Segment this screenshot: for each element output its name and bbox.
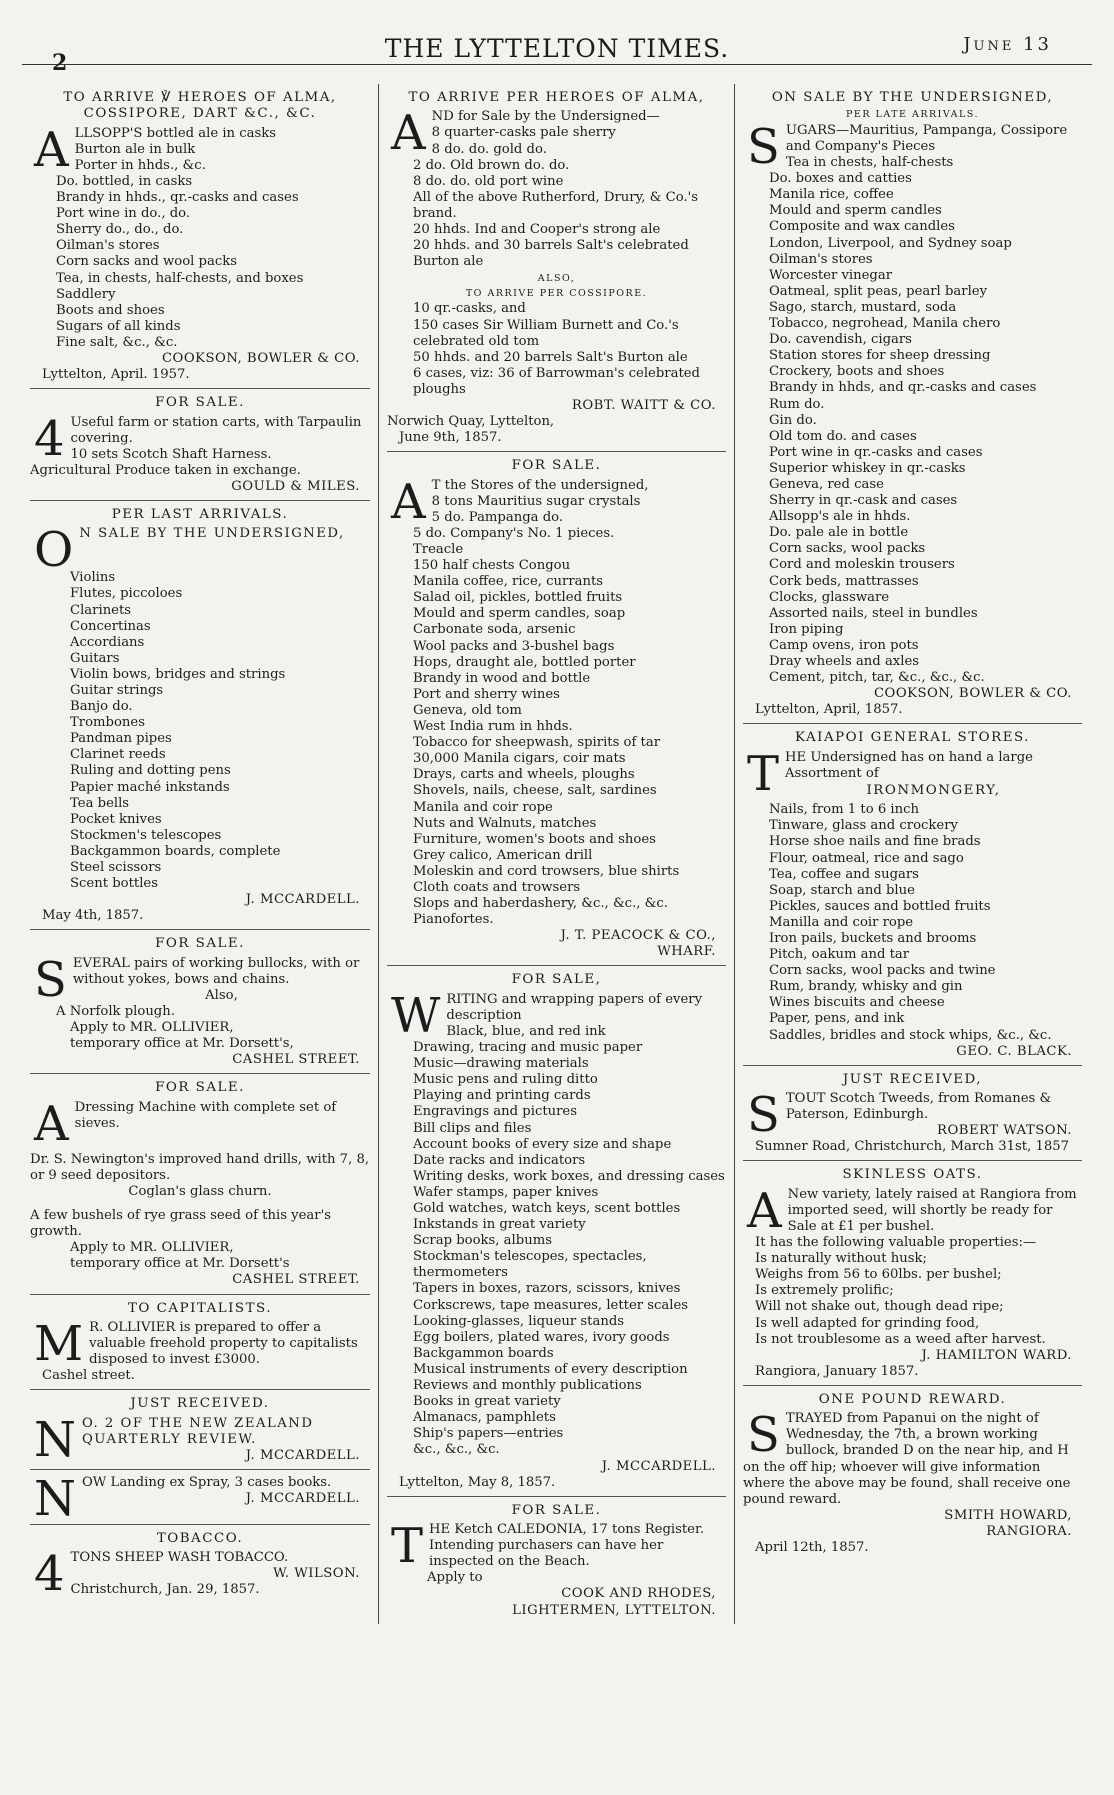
drop-cap: M [34,1315,84,1372]
drop-cap: A [747,1182,782,1239]
list-item: Guitar strings [70,683,164,698]
list-item: 10 sets Scotch Shaft Harness. [70,446,272,462]
ad-dressing-machine [30,1074,370,1294]
list-item: Station stores for sheep dressing [769,348,991,364]
ad-heading: FOR SALE. [155,395,245,411]
ad-heading: FOR SALE. [511,1502,602,1518]
list-item: Worcester vinegar [769,267,893,283]
columns [22,84,1092,1624]
list-item: Cement, pitch, tar, &c., &c., &c. [769,670,985,686]
list-item: Horse shoe nails and fine brads [769,834,981,850]
ad-body: OW Landing ex Spray, 3 cases books. [82,1474,332,1490]
list-item: Burton ale in bulk [74,141,196,157]
list-item: Cloth coats and trowsers [413,879,581,895]
ad-also: ALSO, [537,273,576,285]
list-item: Corn sacks, wool packs and twine [769,963,996,979]
item-list [387,125,726,270]
ad-heading: KAIAPOI GENERAL STORES. [795,730,1030,746]
list-item: Banjo do. [70,699,133,715]
list-item: Superior whiskey in qr.-casks [769,460,966,476]
list-item: Manilla and coir rope [769,914,914,930]
item-list [30,570,370,892]
ad-signature: ROBERT WATSON. [937,1123,1072,1139]
list-item: Moleskin and cord trowsers, blue shirts [413,863,680,879]
list-item: Tobacco, negrohead, Manila chero [769,316,1001,332]
ad-skinless-oats [743,1161,1082,1385]
list-item: 5 do. Company's No. 1 pieces. [413,525,615,541]
list-item: 8 quarter-casks pale sherry [431,125,616,141]
list-item: Manila coffee, rice, currants [413,574,604,590]
list-item: Oilman's stores [769,251,873,267]
ad-body: EVERAL pairs of working bullocks, with or without yokes, bows and chains. [72,955,360,987]
list-item: Playing and printing cards [413,1088,591,1104]
list-item: Port wine in do., do. [56,206,191,222]
list-item: West India rum in hhds. [413,719,573,735]
list-item: Wafer stamps, paper knives [413,1184,599,1200]
item-list [30,410,370,479]
list-item: Date racks and indicators [413,1152,586,1168]
ad-first-line: LLSOPP'S bottled ale in casks [74,125,277,141]
list-item: Soap, starch and blue [769,882,915,898]
list-item: Brandy in hhds., qr.-casks and cases [56,190,299,206]
ad-street: CASHEL STREET. [232,1272,360,1288]
list-item: Brandy in hhds, and qr.-casks and cases [769,380,1037,396]
list-item: Do. boxes and catties [769,171,912,187]
ad-body: O. 2 OF THE NEW ZEALAND QUARTERLY REVIEW. [82,1415,314,1447]
ad-capitalists [30,1295,370,1391]
ad-heading: PER LAST ARRIVALS. [111,507,289,522]
list-item: Nails, from 1 to 6 inch [769,802,919,818]
list-item: Assorted nails, steel in bundles [769,605,978,621]
list-item: Corn sacks, wool packs [769,541,926,557]
ad-body: New variety, lately raised at Rangiora from imported seed, will shortly be ready for Sale at £1 per bushel. [787,1186,1077,1235]
ad-books [30,1470,370,1525]
list-item: 20 hhds. and 30 barrels Salt's celebrated Burton ale [413,238,689,270]
ad-signature: J. MCCARDELL. [245,1447,360,1463]
list-item: Inkstands in great variety [413,1217,586,1233]
ad-heading: FOR SALE, [511,972,602,988]
ad-allsopps [30,84,370,389]
list-item: Cord and moleskin trousers [769,557,955,573]
ad-heading: SKINLESS OATS. [842,1167,983,1183]
ad-place: LIGHTERMEN, LYTTELTON. [512,1602,716,1618]
drop-cap: A [391,473,426,530]
drop-cap: A [34,121,69,178]
ad-body: R. OLLIVIER is prepared to offer a valuable freehold property to capitalists disposed to invest £3000. [89,1319,358,1368]
list-item: Tea in chests, half-chests [785,155,954,171]
list-item: 10 qr.-casks, and [413,301,526,317]
list-item: Tinware, glass and crockery [769,818,958,834]
list-item: 150 cases Sir William Burnett and Co.'s celebrated old tom [413,317,679,349]
list-item: Tea, in chests, half-chests, and boxes [56,270,304,286]
item-list [743,1251,1082,1348]
list-item: Slops and haberdashery, &c., &c., &c. [413,896,668,912]
list-item: Bill clips and files [413,1120,532,1136]
ad-first-line: ND for Sale by the Undersigned— [431,109,660,125]
item-list [387,301,726,398]
list-item: Looking-glasses, liqueur stands [413,1313,625,1329]
ad-stationery [387,966,726,1496]
ad-musical-instruments [30,501,370,930]
drop-cap: A [34,1095,69,1152]
ad-signature: GOULD & MILES. [231,478,360,494]
masthead [22,20,1092,76]
list-item: Concertinas [70,618,151,634]
ad-paragraph: Coglan's glass churn. [128,1183,272,1199]
list-item: Clarinet reeds [70,747,166,763]
list-item: Flutes, piccoloes [70,586,183,602]
list-item: Do. cavendish, cigars [769,332,912,348]
list-item: 8 do. do. old port wine [413,173,564,189]
ad-signature: ROBT. WAITT & CO. [571,398,716,413]
drop-cap: N [34,1411,76,1468]
ad-heading: TOBACCO. [156,1530,244,1546]
list-item: Composite and wax candles [769,219,955,235]
list-item: Allsopp's ale in hhds. [769,509,911,525]
column-2 [378,84,734,1624]
list-item: Grey calico, American drill [413,847,593,863]
list-item: 5 do. Pampanga do. [431,509,564,525]
list-item: 8 do. do. gold do. [431,141,547,157]
ad-place: WHARF. [657,944,716,960]
ad-signature: J. MCCARDELL. [245,1490,360,1506]
ad-tobacco [30,1525,370,1604]
list-item: Tapers in boxes, razors, scissors, knives [413,1281,681,1297]
list-item: Ship's papers—entries [413,1426,564,1442]
list-item: Fine salt, &c., &c. [56,334,178,350]
list-item: Is extremely prolific; [755,1283,894,1299]
list-item: Flour, oatmeal, rice and sago [769,850,964,866]
list-item: Furniture, women's boots and shoes [413,831,656,847]
list-item: Mould and sperm candles, soap [413,606,626,622]
ad-reward [743,1386,1082,1561]
list-item: Camp ovens, iron pots [769,637,919,653]
ad-sherry [387,84,726,452]
ad-signature: COOKSON, BOWLER & CO. [161,351,360,366]
list-item: Salad oil, pickles, bottled fruits [413,590,623,606]
list-item: 6 cases, viz: 36 of Barrowman's celebrated ploughs [413,365,700,397]
ad-apply: Apply to MR. OLLIVIER, [70,1240,234,1256]
list-item: Sherry do., do., do. [56,222,184,238]
ad-date: Lyttelton, April. 1957. [42,367,190,383]
ad-apply: Apply to [427,1570,483,1586]
ad-body: TOUT Scotch Tweeds, from Romanes & Paterson, Edinburgh. [785,1091,1052,1123]
ad-ketch-caledonia [387,1497,726,1624]
column-1 [22,84,378,1624]
page-number: 2 [52,50,68,76]
ad-signature: J. HAMILTON WARD. [921,1347,1072,1363]
ad-first-line: N SALE BY THE UNDERSIGNED, [79,526,345,542]
ad-heading: JUST RECEIVED. [130,1396,270,1412]
ad-date: Lyttelton, May 8, 1857. [399,1474,556,1490]
drop-cap: T [391,1518,424,1575]
ad-signature: GEO. C. BLACK. [956,1043,1072,1059]
ad-first-line: Dressing Machine with complete set of sieves. [74,1099,337,1131]
list-item: Backgammon boards, complete [70,843,281,859]
list-item: Drays, carts and wheels, ploughs [413,767,635,783]
list-item: Dray wheels and axles [769,654,920,670]
ad-date: May 4th, 1857. [42,908,144,924]
list-item: Oilman's stores [56,238,160,254]
issue-date: June 13 [963,34,1052,55]
ad-street: CASHEL STREET. [232,1052,360,1068]
ad-signature: COOK AND RHODES, [561,1586,716,1602]
drop-cap: S [34,951,67,1008]
drop-cap: 4 [34,410,65,467]
list-item: All of the above Rutherford, Drury, & Co.'s brand. [413,189,698,221]
ad-kaiapoi-stores [743,724,1082,1065]
ad-intro: It has the following valuable properties:— [755,1235,1037,1251]
ad-date: Lyttelton, April, 1857. [755,702,903,718]
list-item: Cork beds, mattrasses [769,573,919,589]
list-item: Geneva, red case [769,476,884,492]
list-item: Sherry in qr.-cask and cases [769,493,958,509]
list-item: Wines biscuits and cheese [769,995,945,1011]
list-item: Mould and sperm candles [769,203,942,219]
drop-cap: N [34,1470,76,1525]
list-item: Agricultural Produce taken in exchange. [30,462,301,478]
list-item: Reviews and monthly publications [413,1378,642,1394]
list-item: Gin do. [769,412,817,428]
list-item: Drawing, tracing and music paper [413,1040,643,1056]
ad-street: Cashel street. [42,1368,135,1384]
list-item: Is not troublesome as a weed after harvest. [755,1331,1046,1347]
list-item: Paper, pens, and ink [769,1011,905,1027]
list-item: Music pens and ruling ditto [413,1072,598,1088]
ad-farm-carts [30,389,370,501]
list-item: Tea, coffee and sugars [769,866,919,882]
list-item: Stockman's telescopes, spectacles, thermometers [413,1249,647,1281]
list-item: Will not shake out, though dead ripe; [755,1299,1004,1315]
list-item: Port wine in qr.-casks and cases [769,444,983,460]
list-item: Crockery, boots and shoes [769,364,945,380]
list-item: Manila rice, coffee [769,187,894,203]
list-item: Do. pale ale in bottle [769,525,909,541]
list-item: Corkscrews, tape measures, letter scales [413,1297,689,1313]
ad-signature: J. MCCARDELL. [245,892,360,908]
ad-bullocks [30,930,370,1074]
list-item: 30,000 Manila cigars, coir mats [413,751,626,767]
list-item: Trombones [70,715,145,731]
item-list [387,1024,726,1459]
list-item: 8 tons Mauritius sugar crystals [431,493,641,509]
list-item: Wool packs and 3-bushel bags [413,638,615,654]
item-list [387,494,726,929]
list-item: Backgammon boards [413,1345,554,1361]
ad-subheading: TO ARRIVE PER COSSIPORE. [465,287,648,299]
list-item: Steel scissors [70,860,162,876]
drop-cap: S [747,1087,780,1144]
ad-heading: FOR SALE. [511,458,602,474]
list-item: Black, blue, and red ink [446,1023,606,1039]
list-item: Gold watches, watch keys, scent bottles [413,1201,681,1216]
list-item: Iron piping [769,621,844,637]
ad-paragraph: Dr. S. Newington's improved hand drills, with 7, 8, or 9 seed depositors. [30,1151,370,1183]
list-item: 50 hhds. and 20 barrels Salt's Burton ale [413,349,688,365]
list-item: Pandman pipes [70,731,172,747]
list-item: Egg boilers, plated wares, ivory goods [413,1329,670,1345]
list-item: Musical instruments of every description [413,1361,688,1377]
ad-heading: TO CAPITALISTS. [128,1300,272,1316]
drop-cap: T [747,745,780,802]
ad-signature: COOKSON, BOWLER & CO. [873,686,1072,702]
ad-stores [387,452,726,966]
ad-scotch-tweeds [743,1066,1082,1162]
item-list [743,155,1082,686]
item-list [743,802,1082,1043]
list-item: Books in great variety [413,1394,561,1410]
list-item: 2 do. Old brown do. do. [413,157,570,173]
list-item: Pocket knives [70,811,162,827]
ad-heading: FOR SALE. [155,936,245,952]
ad-signature: SMITH HOWARD, [944,1507,1072,1523]
list-item: Scent bottles [70,876,158,892]
list-item: Port and sherry wines [413,686,560,702]
list-item: Engravings and pictures [413,1104,577,1120]
list-item: Clocks, glassware [769,589,890,605]
ad-place: RANGIORA. [986,1523,1072,1539]
list-item: Saddlery [56,286,116,302]
list-item: Geneva, old tom [413,702,522,718]
ad-signature: J. T. PEACOCK & CO., [560,928,716,944]
ad-subheading: PER LATE ARRIVALS. [846,109,979,121]
list-item: Boots and shoes [56,302,165,318]
newspaper-title: THE LYTTELTON TIMES. [384,34,730,63]
ad-also: Also, [205,987,238,1003]
list-item: Almanacs, pamphlets [413,1410,556,1426]
list-item: Rum do. [769,396,825,412]
ad-apply: Apply to MR. OLLIVIER, [70,1020,234,1036]
list-item: Useful farm or station carts, with Tarpaulin covering. [70,414,362,446]
list-item: Clarinets [70,602,132,618]
list-item: Carbonate soda, arsenic [413,622,576,638]
list-item: Sugars of all kinds [56,318,181,334]
list-item: Manila and coir rope [413,799,553,815]
drop-cap: 4 [34,1546,65,1603]
list-item: Scrap books, albums [413,1233,552,1249]
ad-heading: TO ARRIVE PER HEROES OF ALMA, [408,90,705,105]
ad-body: HE Ketch CALEDONIA, 17 tons Register. Intending purchasers can have her inspected on the Beach. [429,1522,705,1570]
ad-sugars [743,84,1082,724]
list-item: Treacle [413,542,464,557]
list-item: Oatmeal, split peas, pearl barley [769,283,988,299]
ad-signature: W. WILSON. [273,1566,360,1582]
ad-body: TRAYED from Papanui on the night of Wednesday, the 7th, a brown working bullock, branded D on the near hip, and H on the off hip; whoever will give information where the above may be found, shall receive one pound reward. [743,1411,1071,1507]
ad-date: Rangiora, January 1857. [755,1363,919,1379]
ad-date: April 12th, 1857. [755,1540,869,1556]
ad-first-line: RITING and wrapping papers of every description [446,991,703,1023]
list-item: Do. bottled, in casks [56,173,193,189]
list-item: Is naturally without husk; [755,1251,927,1267]
list-item: Shovels, nails, cheese, salt, sardines [413,783,657,799]
list-item: Hops, draught ale, bottled porter [413,654,636,670]
ad-first-line: T the Stores of the undersigned, [431,477,649,493]
column-3 [734,84,1090,1624]
ad-also-item: A Norfolk plough. [56,1004,175,1020]
list-item: Papier maché inkstands [70,779,230,795]
list-item: Pitch, oakum and tar [769,947,910,963]
list-item: Tobacco for sheepwash, spirits of tar [413,735,661,751]
ad-heading: TO ARRIVE ℣ HEROES OF ALMA, COSSIPORE, DART &C., &C. [63,90,337,122]
drop-cap: A [391,105,426,162]
ad-date: Sumner Road, Christchurch, March 31st, 1857 [755,1139,1070,1155]
list-item: Porter in hhds., &c. [74,157,206,173]
ad-place: Norwich Quay, Lyttelton, [387,414,555,430]
ad-office: temporary office at Mr. Dorsett's, [70,1036,294,1052]
drop-cap: O [34,522,74,579]
list-item: Accordians [70,634,145,650]
list-item: Tea bells [70,795,130,811]
ad-heading: JUST RECEIVED, [842,1071,983,1087]
ad-heading: ONE POUND REWARD. [818,1391,1007,1407]
list-item: Account books of every size and shape [413,1136,672,1152]
list-item: Weighs from 56 to 60lbs. per bushel; [755,1267,1002,1283]
list-item: Violin bows, bridges and strings [70,666,286,682]
ad-heading: FOR SALE. [155,1080,245,1096]
list-item: Pianofortes. [413,912,494,928]
list-item: Sago, starch, mustard, soda [769,299,957,315]
list-item: Ruling and dotting pens [70,763,231,779]
list-item: Nuts and Walnuts, matches [413,815,597,831]
item-list [30,142,370,351]
list-item: Brandy in wood and bottle [413,670,591,686]
drop-cap: S [747,118,780,175]
ad-body: TONS SHEEP WASH TOBACCO. [70,1550,289,1566]
ad-first-line: HE Undersigned has on hand a large Assortment of [785,749,1033,781]
ad-date: Christchurch, Jan. 29, 1857. [70,1582,260,1598]
list-item: Iron pails, buckets and brooms [769,931,977,947]
list-item: Is well adapted for grinding food, [755,1315,980,1331]
list-item: Pickles, sauces and bottled fruits [769,898,991,914]
ad-heading: ON SALE BY THE UNDERSIGNED, [771,90,1054,105]
list-item: Saddles, bridles and stock whips, &c., &c. [769,1027,1052,1043]
list-item: &c., &c., &c. [413,1442,500,1458]
list-item: Music—drawing materials [413,1056,589,1072]
list-item: London, Liverpool, and Sydney soap [769,235,1012,251]
list-item: Writing desks, work boxes, and dressing cases [413,1168,725,1184]
list-item: Corn sacks and wool packs [56,254,237,270]
list-item: Rum, brandy, whisky and gin [769,979,963,995]
list-item: Violins [70,570,116,586]
ad-first-line: UGARS—Mauritius, Pampanga, Cossipore and Company's Pieces [785,122,1068,155]
list-item: 150 half chests Congou [413,558,571,574]
list-item: Old tom do. and cases [769,428,917,444]
ad-office: temporary office at Mr. Dorsett's [70,1256,290,1272]
list-item: Guitars [70,650,120,666]
drop-cap: W [391,987,441,1044]
ad-center-line: IRONMONGERY, [866,782,1001,798]
list-item: 20 hhds. Ind and Cooper's strong ale [413,222,661,237]
list-item: Stockmen's telescopes [70,827,222,843]
ad-paragraph: A few bushels of rye grass seed of this year's growth. [30,1208,331,1240]
ad-nz-review [30,1390,370,1470]
drop-cap: S [747,1407,780,1464]
ad-date: June 9th, 1857. [399,430,502,446]
ad-signature: J. MCCARDELL. [601,1458,716,1474]
